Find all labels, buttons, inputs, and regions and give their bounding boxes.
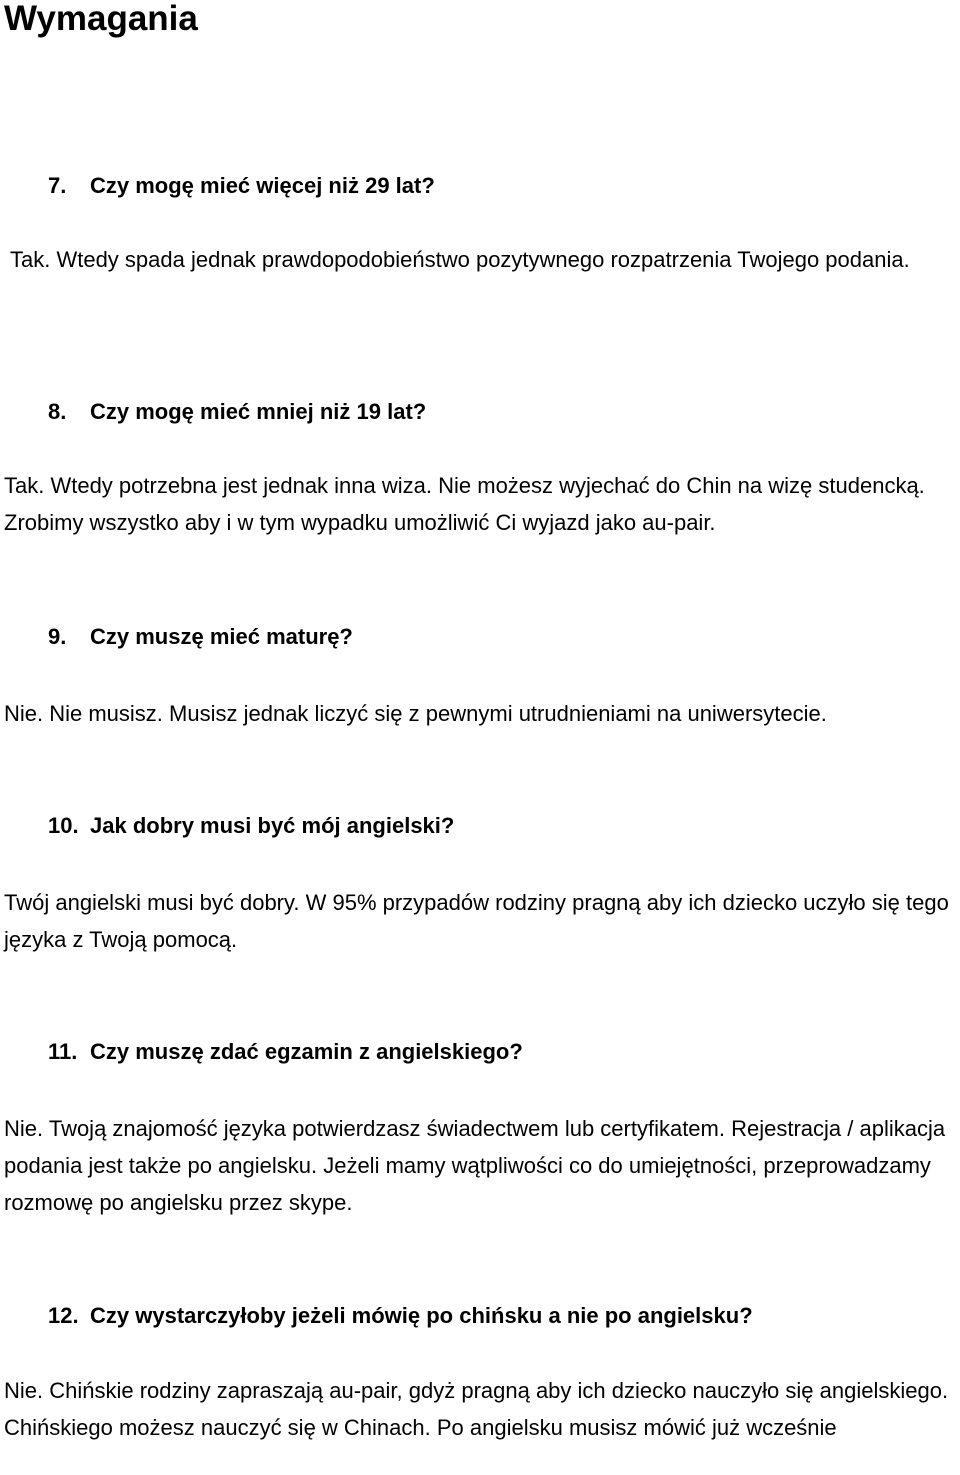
question-number: 10. — [48, 813, 79, 838]
answer-11: Nie. Twoją znajomość języka potwierdzasz świadectwem lub certyfikatem. Rejestracja / aplikacja podania jest także po angielsku. Jeżeli mamy wątpliwości co do umiejętności, przeprowadzamy rozmowę po angielsku przez skype. — [4, 1116, 946, 1215]
question-8 — [48, 397, 426, 427]
question-10 — [48, 811, 454, 841]
question-text: Czy mogę mieć więcej niż 29 lat? — [90, 173, 435, 198]
page-title: Wymagania — [4, 0, 198, 38]
question-number: 9. — [48, 624, 67, 649]
answer-7: Tak. Wtedy spada jednak prawdopodobieństwo pozytywnego rozpatrzenia Twojego podania. — [10, 247, 910, 272]
question-number: 7. — [48, 173, 67, 198]
question-number: 8. — [48, 399, 67, 424]
answer-12: Nie. Chińskie rodziny zapraszają au-pair, gdyż pragną aby ich dziecko nauczyło się angielskiego. Chińskiego możesz nauczyć się w Chinach. Po angielsku musisz mówić już wcześnie — [4, 1378, 949, 1440]
question-text: Jak dobry musi być mój angielski? — [90, 813, 455, 838]
question-7 — [48, 171, 435, 201]
answer-10: Twój angielski musi być dobry. W 95% przypadów rodziny pragną aby ich dziecko uczyło się tego języka z Twoją pomocą. — [4, 890, 949, 952]
question-text: Czy muszę mieć maturę? — [90, 624, 353, 649]
question-number: 11. — [48, 1039, 78, 1064]
question-12 — [48, 1301, 753, 1331]
question-text: Czy wystarczyłoby jeżeli mówię po chińsku a nie po angielsku? — [90, 1303, 753, 1328]
question-text: Czy muszę zdać egzamin z angielskiego? — [90, 1039, 523, 1064]
question-text: Czy mogę mieć mniej niż 19 lat? — [90, 399, 427, 424]
answer-9: Nie. Nie musisz. Musisz jednak liczyć się z pewnymi utrudnieniami na uniwersytecie. — [4, 701, 827, 726]
answer-8: Tak. Wtedy potrzebna jest jednak inna wiza. Nie możesz wyjechać do Chin na wizę studencką. Zrobimy wszystko aby i w tym wypadku umożliwić Ci wyjazd jako au-pair. — [4, 473, 925, 535]
question-number: 12. — [48, 1303, 79, 1328]
question-9 — [48, 622, 353, 652]
question-11 — [48, 1037, 523, 1067]
